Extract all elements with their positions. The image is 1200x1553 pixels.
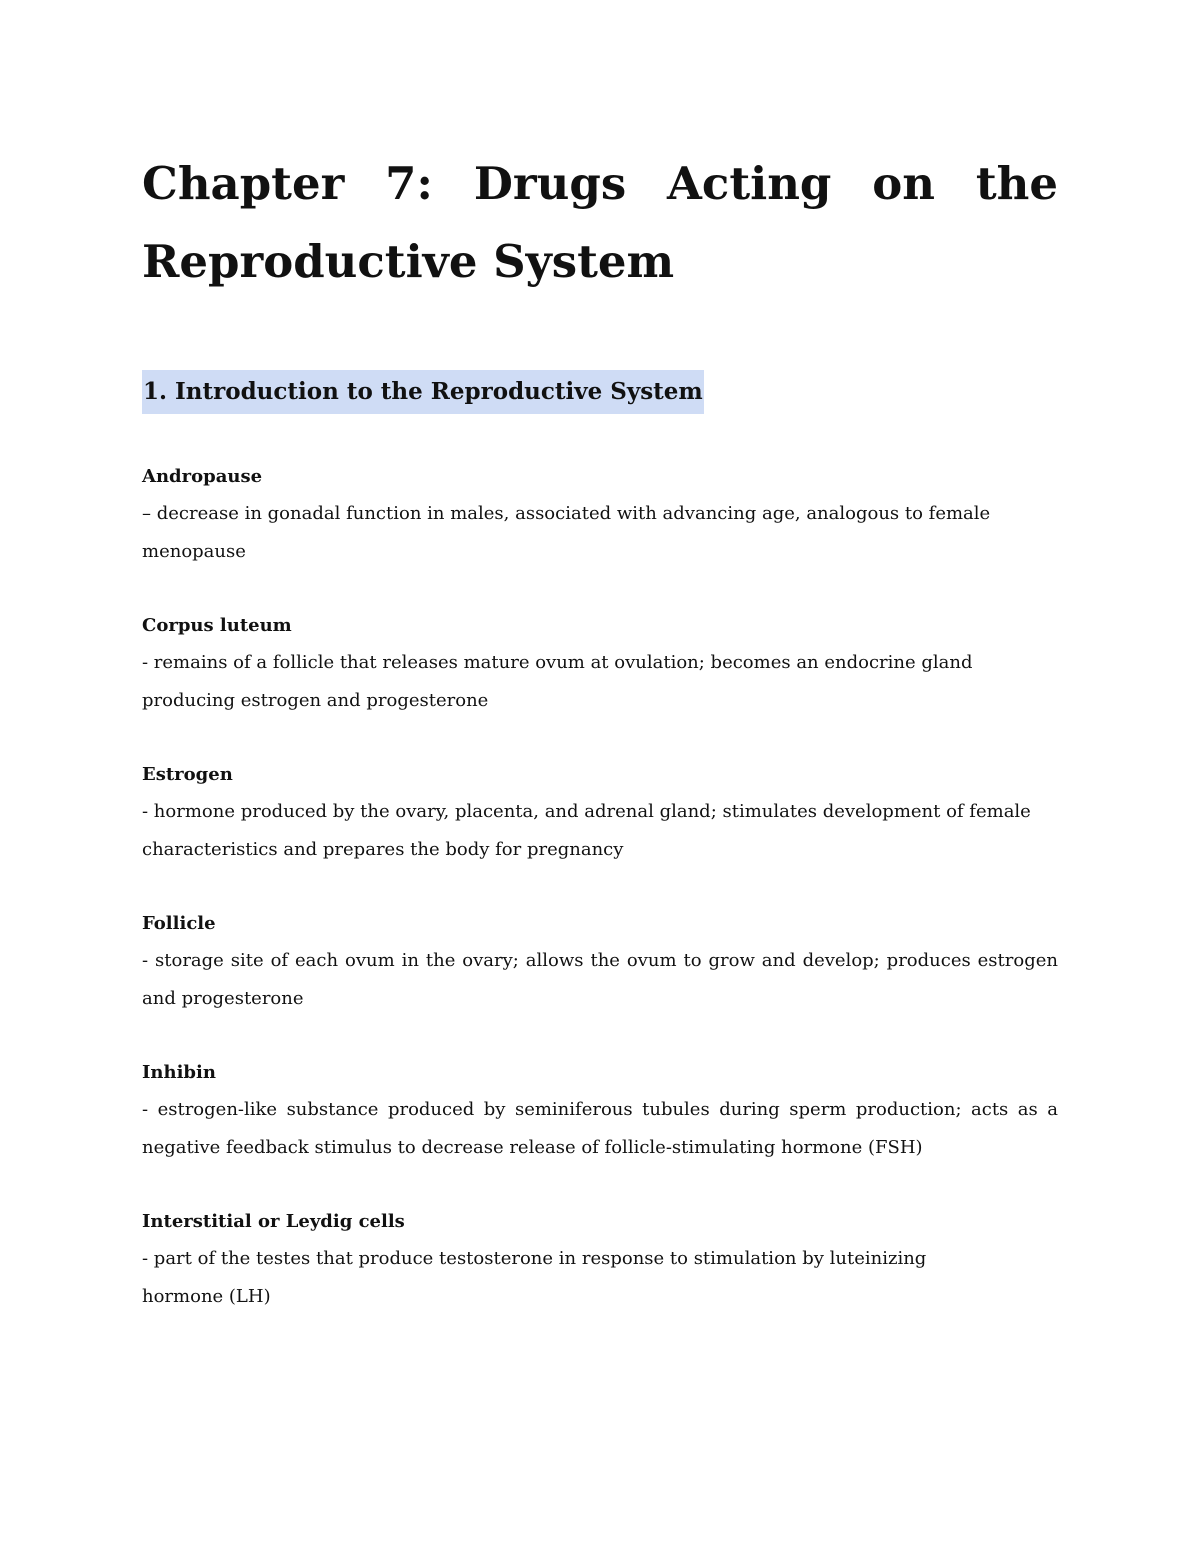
glossary-item-follicle — [142, 905, 1058, 1017]
chapter-title-word: Chapter — [142, 157, 345, 210]
term-name: Corpus luteum — [142, 615, 292, 636]
chapter-title-word: Acting — [667, 157, 832, 210]
term-definition: - storage site of each ovum in the ovary; allows the ovum to grow and develop; produces estrogen and progesterone — [142, 950, 1058, 1009]
term-definition-continued: characteristics and prepares the body for pregnancy — [142, 838, 624, 860]
term-definition: - remains of a follicle that releases mature ovum at ovulation; becomes an endocrine gland producing estrogen and progesterone — [142, 652, 973, 711]
chapter-title — [142, 145, 1058, 301]
glossary-item-andropause — [142, 458, 1058, 570]
chapter-title-word: Drugs — [473, 157, 627, 210]
term-name: Inhibin — [142, 1062, 216, 1083]
glossary-item-corpus-luteum — [142, 607, 1058, 719]
term-definition: - estrogen-like substance produced by seminiferous tubules during sperm production; acts as a negative feedback stimulus to decrease release of follicle-stimulating hormone (FSH) — [142, 1099, 1058, 1158]
chapter-title-line-1 — [142, 145, 1058, 223]
chapter-title-line-2: Reproductive System — [142, 235, 675, 288]
section-heading: 1. Introduction to the Reproductive System — [142, 370, 704, 414]
term-name: Estrogen — [142, 764, 233, 785]
document-page — [142, 145, 1058, 1307]
glossary-list — [142, 458, 1058, 1352]
glossary-item-estrogen — [142, 756, 1058, 868]
term-name: Interstitial or Leydig cells — [142, 1211, 405, 1232]
term-definition: – decrease in gonadal function in males, associated with advancing age, analogous to female menopause — [142, 503, 991, 562]
chapter-title-word: 7: — [385, 157, 434, 210]
term-name: Andropause — [142, 466, 263, 487]
term-definition: - part of the testes that produce testosterone in response to stimulation by luteinizing — [142, 1248, 927, 1269]
chapter-title-word: on — [872, 157, 935, 210]
term-definition: - hormone produced by the ovary, placenta, and adrenal gland; stimulates development of female — [142, 801, 1031, 822]
glossary-item-inhibin — [142, 1054, 1058, 1166]
chapter-title-word: the — [975, 157, 1058, 210]
term-name: Follicle — [142, 913, 216, 934]
term-definition-continued: hormone (LH) — [142, 1285, 271, 1307]
glossary-item-interstitial-leydig-cells — [142, 1203, 1058, 1315]
